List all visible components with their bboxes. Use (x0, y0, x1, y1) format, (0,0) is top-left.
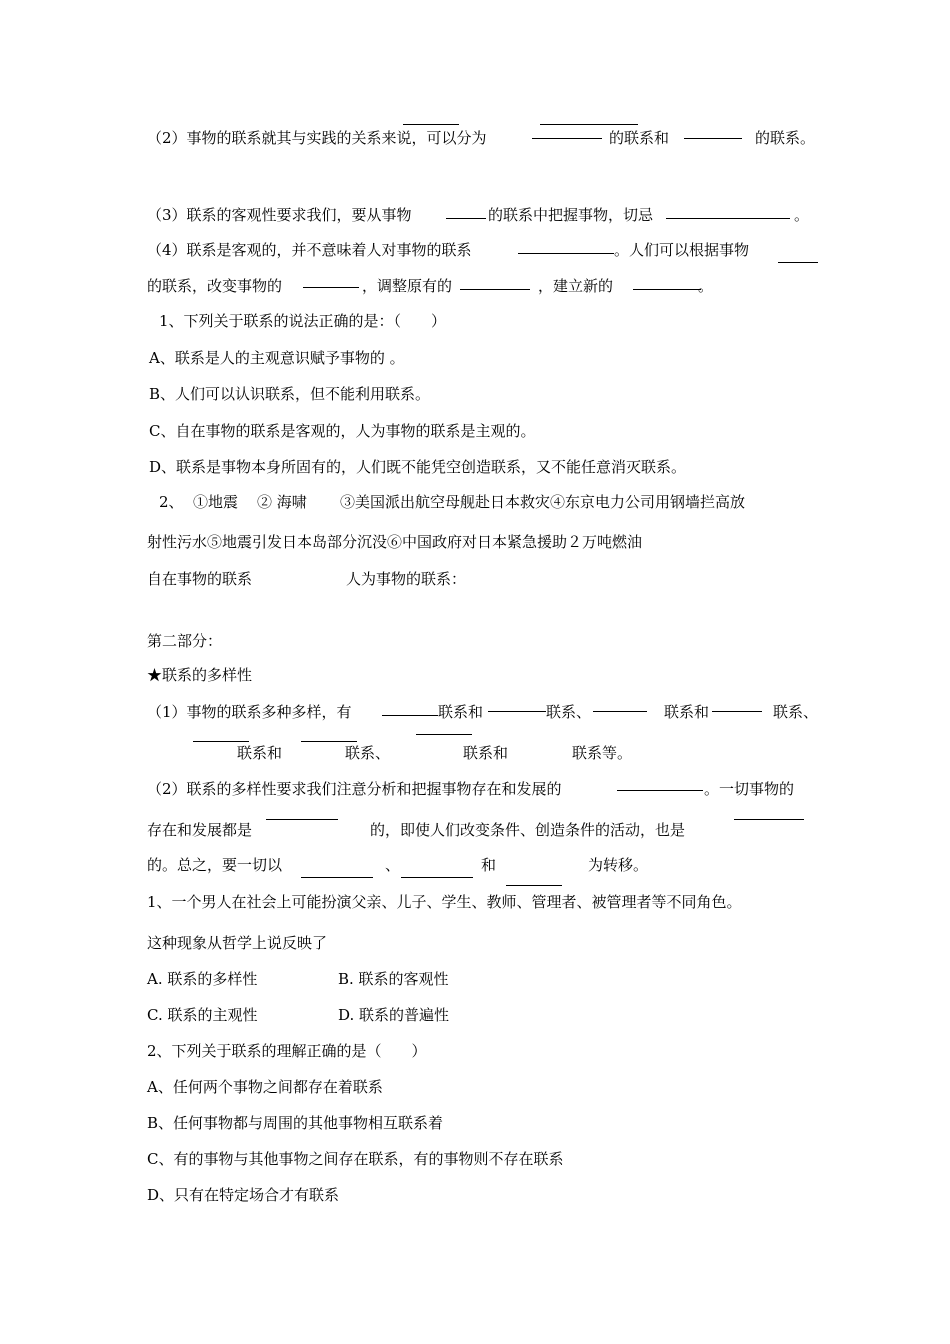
p2q1-blank-2[interactable] (488, 711, 546, 712)
part2-heading: 第二部分： (147, 632, 223, 650)
p2q1-blank-7[interactable] (416, 734, 472, 735)
q3-text-b: 的联系中把握事物，切忌 (488, 206, 654, 224)
blank-underline (403, 124, 459, 125)
q3-blank-1[interactable] (446, 218, 486, 219)
p2q2-text-g: 和 (481, 856, 497, 874)
q4-blank-2[interactable] (778, 262, 818, 263)
p2mc2-stem: 2、下列关于联系的理解正确的是（ ） (147, 1042, 427, 1060)
p2mc2-option-a[interactable]: A、任何两个事物之间都存在着联系 (147, 1078, 383, 1096)
p2mc1-option-b[interactable]: B. 联系的客观性 (338, 970, 449, 988)
p2q2-text-f: 、 (385, 856, 401, 874)
mc1-option-a[interactable]: A、联系是人的主观意识赋予事物的 。 (149, 349, 405, 367)
p2q1-blank-1[interactable] (382, 715, 438, 716)
p2mc2-option-b[interactable]: B、任何事物都与周围的其他事物相互联系着 (147, 1114, 444, 1132)
q2-text-b: 的联系和 (609, 129, 670, 147)
p2mc1-stem: 1、一个男人在社会上可能扮演父亲、儿子、学生、教师、管理者、被管理者等不同角色。 (147, 893, 742, 911)
q4-blank-1[interactable] (518, 253, 614, 254)
q2-blank-1[interactable] (532, 138, 602, 139)
classify-number: 2、 (159, 493, 184, 511)
p2q1-text-g: 联系、 (345, 744, 391, 762)
p2q1-blank-4[interactable] (712, 711, 762, 712)
classify-item-2: ② 海啸 (257, 493, 307, 511)
q4-text-a: （4）联系是客观的，并不意味着人对事物的联系 (147, 241, 472, 259)
p2q2-blank-2[interactable] (266, 819, 338, 820)
p2q2-text-a: （2）联系的多样性要求我们注意分析和把握事物存在和发展的 (147, 780, 562, 798)
part2-subheading: ★联系的多样性 (147, 666, 253, 684)
mc1-option-c[interactable]: C、自在事物的联系是客观的，人为事物的联系是主观的。 (149, 422, 536, 440)
classify-item-3: ③美国派出航空母舰赴日本救灾④东京电力公司用钢墙拦高放 (340, 493, 746, 511)
p2q1-text-b: 联系和 (438, 703, 484, 721)
q3-blank-2[interactable] (666, 218, 790, 219)
classify-natural-label: 自在事物的联系 (147, 570, 253, 588)
q4-text-e: ，建立新的 (538, 277, 614, 295)
q3-text-c: 。 (794, 206, 810, 224)
q4-text-b: 。人们可以根据事物 (614, 241, 750, 259)
p2q2-blank-4[interactable] (301, 877, 373, 878)
p2q2-text-h: 为转移。 (588, 856, 649, 874)
q4-text-c: 的联系，改变事物的 (147, 277, 283, 295)
p2q1-text-e: 联系、 (773, 703, 819, 721)
p2q1-text-i: 联系等。 (572, 744, 633, 762)
classify-line-2: 射性污水⑤地震引发日本岛部分沉没⑥中国政府对日本紧急援助２万吨燃油 (147, 533, 643, 551)
q3-text-a: （3）联系的客观性要求我们，要从事物 (147, 206, 412, 224)
p2mc2-option-c[interactable]: C、有的事物与其他事物之间存在联系，有的事物则不存在联系 (147, 1150, 564, 1168)
classify-artificial-label: 人为事物的联系： (346, 570, 467, 588)
p2q2-blank-3[interactable] (734, 819, 804, 820)
p2q2-text-d: 的，即使人们改变条件、创造条件的活动，也是 (370, 821, 686, 839)
p2q1-blank-3[interactable] (593, 711, 647, 712)
p2q1-text-f: 联系和 (237, 744, 283, 762)
mc1-option-b[interactable]: B、人们可以认识联系，但不能利用联系。 (149, 385, 431, 403)
p2mc1-option-c[interactable]: C. 联系的主观性 (147, 1006, 258, 1024)
p2mc1-option-a[interactable]: A. 联系的多样性 (147, 970, 258, 988)
q4-blank-3[interactable] (303, 287, 359, 288)
q4-blank-5[interactable] (633, 289, 701, 290)
p2q2-blank-1[interactable] (617, 790, 703, 791)
mc1-stem: 1、下列关于联系的说法正确的是：（ ） (159, 312, 447, 330)
q2-text-c: 的联系。 (755, 129, 816, 147)
mc1-option-d[interactable]: D、联系是事物本身所固有的，人们既不能凭空创造联系，又不能任意消灭联系。 (149, 458, 687, 476)
p2q2-blank-6[interactable] (506, 885, 562, 886)
p2q1-text-c: 联系、 (546, 703, 592, 721)
p2mc1-stem-2: 这种现象从哲学上说反映了 (147, 934, 328, 952)
p2q2-blank-5[interactable] (401, 877, 473, 878)
p2q1-blank-5[interactable] (193, 741, 249, 742)
classify-item-1: ①地震 (193, 493, 239, 511)
p2q1-text-a: （1）事物的联系多种多样，有 (147, 703, 352, 721)
q2-text-a: （2）事物的联系就其与实践的关系来说，可以分为 (147, 129, 487, 147)
p2q1-text-d: 联系和 (664, 703, 710, 721)
p2mc2-option-d[interactable]: D、只有在特定场合才有联系 (147, 1186, 340, 1204)
p2q1-text-h: 联系和 (463, 744, 509, 762)
q4-blank-4[interactable] (460, 289, 530, 290)
p2mc1-option-d[interactable]: D. 联系的普遍性 (338, 1006, 450, 1024)
q4-text-f: 。 (698, 277, 714, 295)
q4-text-d: ，调整原有的 (362, 277, 453, 295)
p2q2-text-c: 存在和发展都是 (147, 821, 253, 839)
q2-blank-2[interactable] (684, 138, 742, 139)
p2q1-blank-6[interactable] (301, 741, 357, 742)
p2q2-text-e: 的。总之，要一切以 (147, 856, 283, 874)
blank-underline (540, 124, 638, 125)
p2q2-text-b: 。一切事物的 (704, 780, 795, 798)
